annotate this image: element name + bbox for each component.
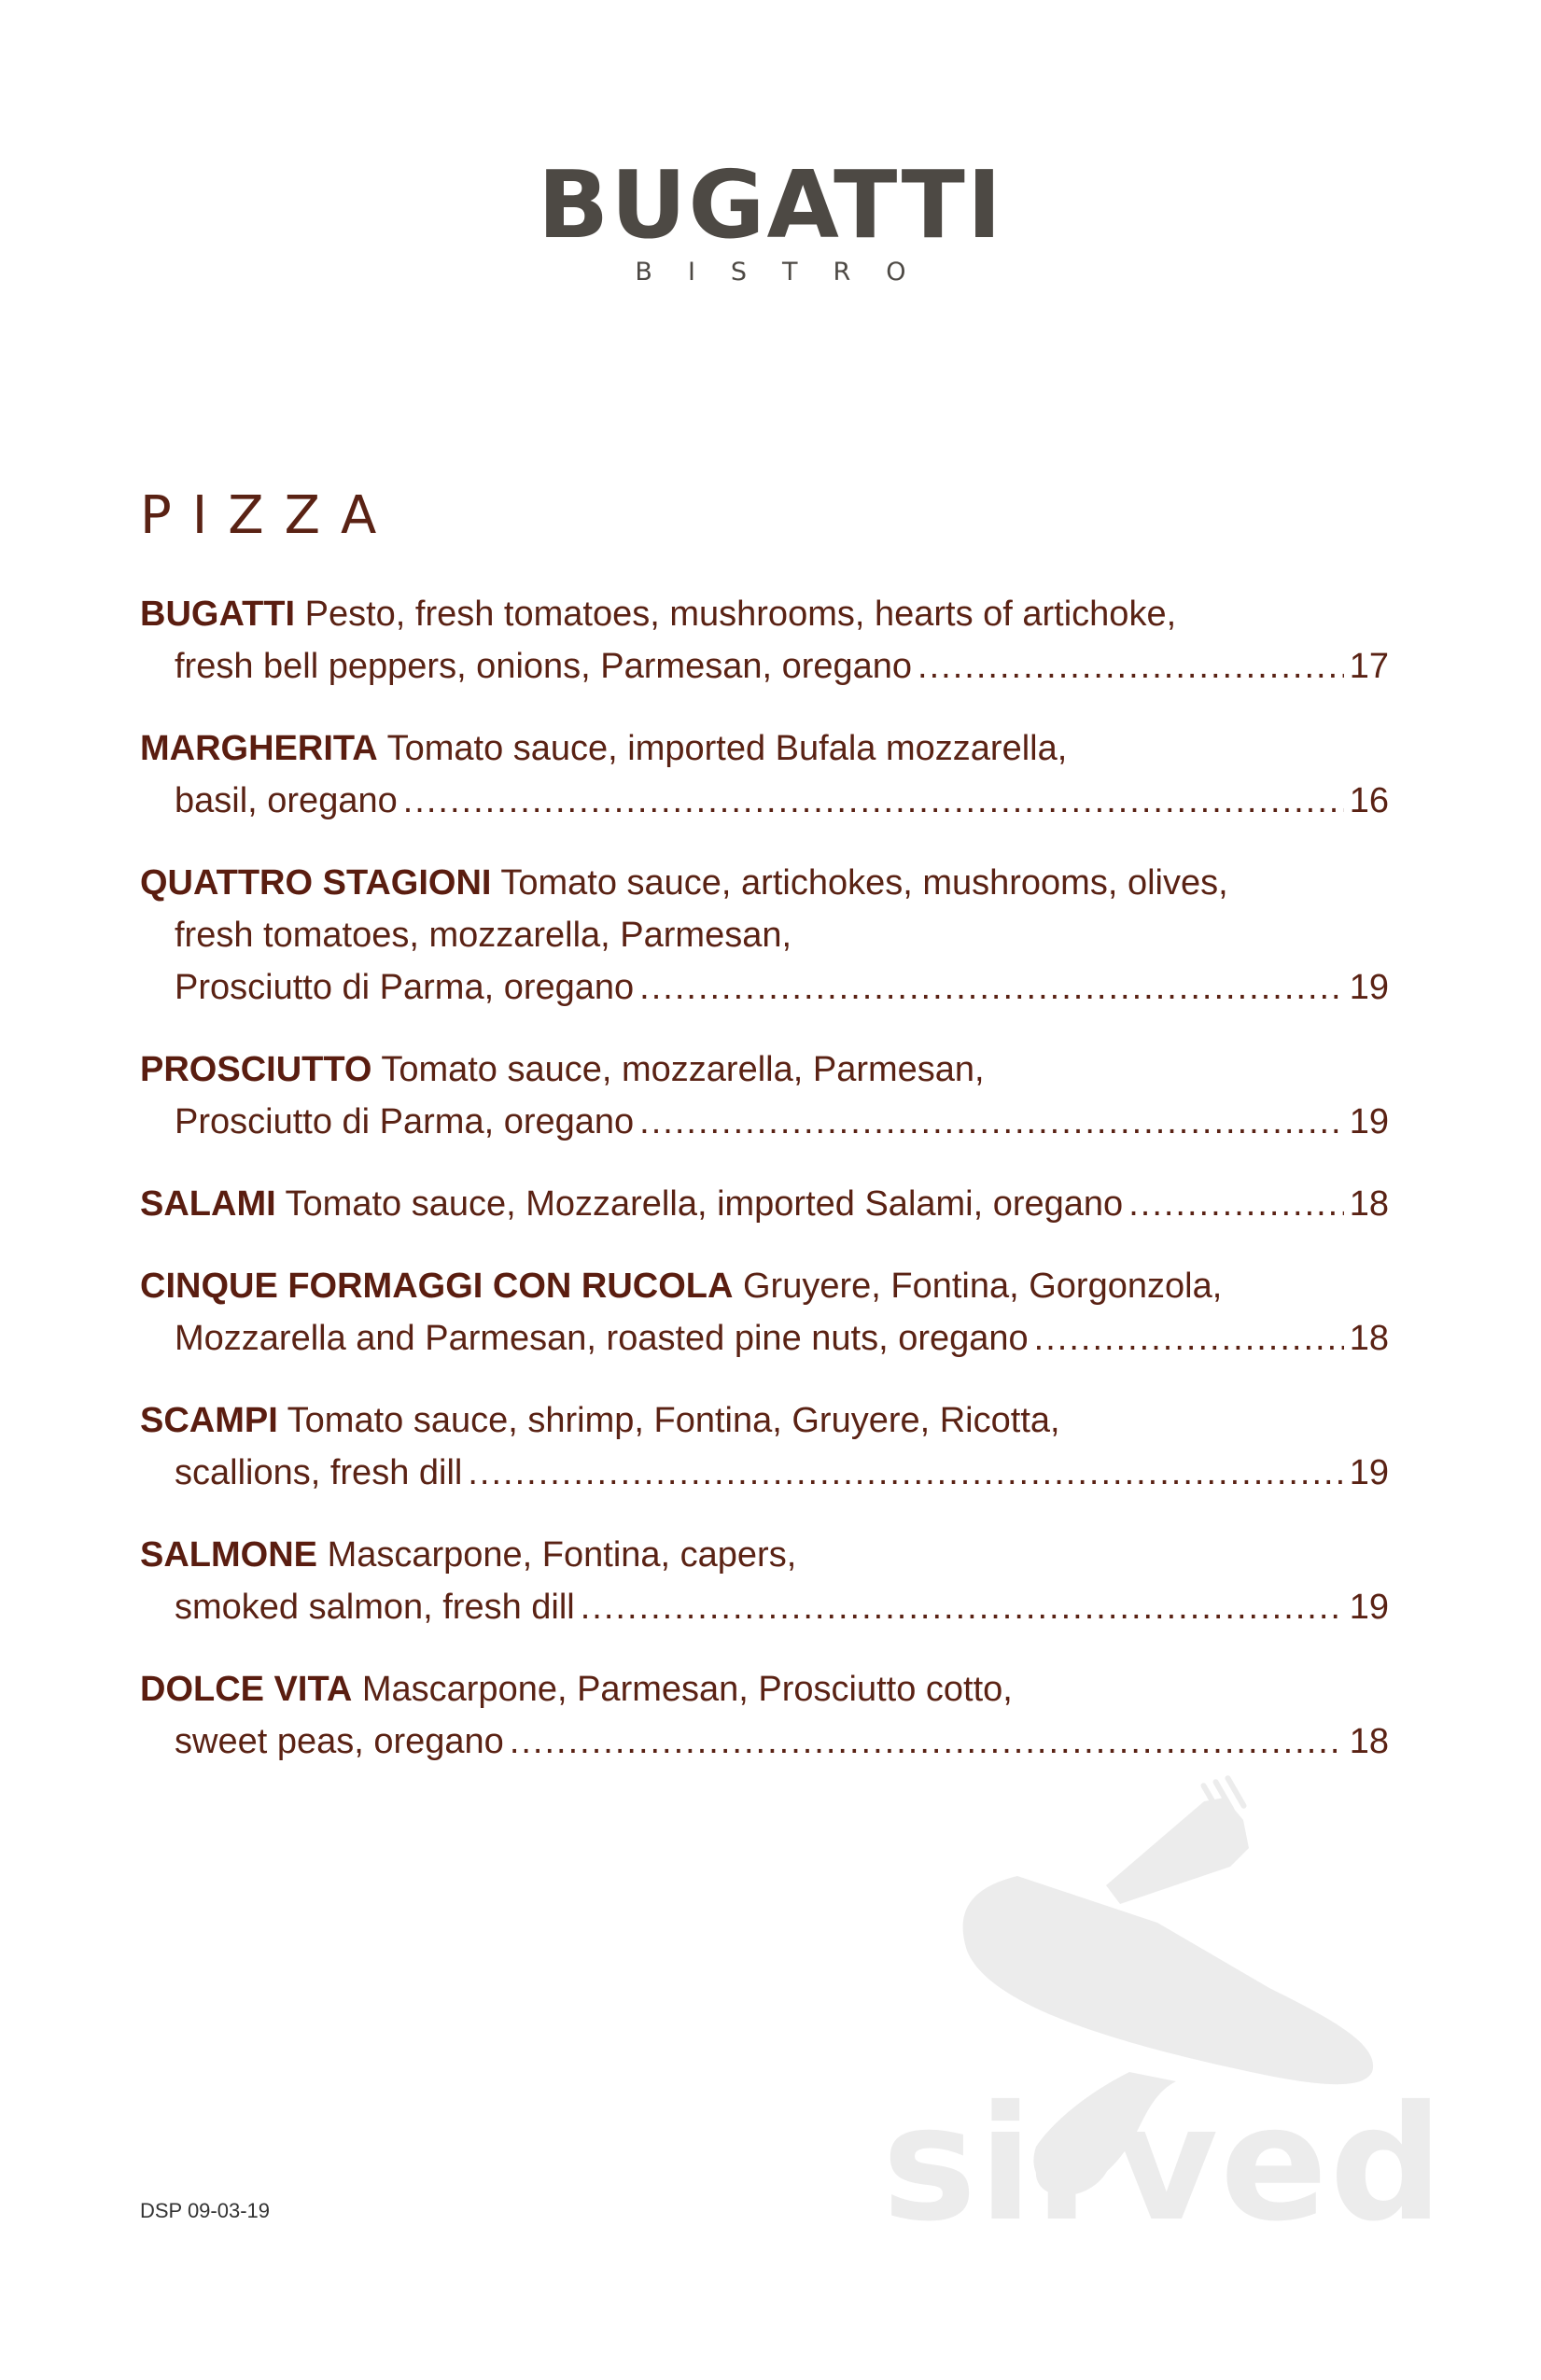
menu-item-price: 19: [1349, 968, 1389, 1007]
dot-leader: [403, 775, 1344, 827]
menu-item-description: Mascarpone, Parmesan, Prosciutto cotto,: [361, 1670, 1013, 1709]
menu-item-price: 19: [1349, 1588, 1389, 1627]
menu-item-line: [140, 1529, 1389, 1581]
menu-item-line: [140, 588, 1389, 640]
menu-item-line: [140, 1663, 1389, 1715]
menu-item-description-line: fresh tomatoes, mozzarella, Parmesan,: [175, 916, 792, 955]
menu-item-description: scallions, fresh dill: [175, 1453, 463, 1492]
menu-item-line: [140, 1043, 1389, 1096]
menu-item-name: PROSCIUTTO: [140, 1050, 372, 1089]
dot-leader: [1034, 1312, 1344, 1365]
menu-item-description: Mozzarella and Parmesan, roasted pine nuts, oregano: [175, 1319, 1029, 1358]
menu-item-price: 16: [1349, 781, 1389, 820]
menu-item-line: [140, 775, 1389, 827]
menu-item-price: 17: [1349, 647, 1389, 686]
menu-list: [140, 588, 1389, 1798]
menu-item-name: CINQUE FORMAGGI CON RUCOLA: [140, 1267, 734, 1306]
menu-item-name: SALAMI: [140, 1184, 276, 1224]
menu-item-name: MARGHERITA: [140, 729, 378, 768]
restaurant-logo: [0, 150, 1541, 287]
menu-item-description: sweet peas, oregano: [175, 1722, 504, 1761]
dot-leader: [639, 1096, 1344, 1148]
watermark-text: sirved: [882, 2072, 1446, 2257]
menu-item-price: 19: [1349, 1102, 1389, 1141]
logo-subtitle: BISTRO: [635, 258, 942, 287]
menu-item-line: [140, 640, 1389, 693]
menu-item-price: 18: [1349, 1722, 1389, 1761]
menu-item-description: Tomato sauce, mozzarella, Parmesan,: [381, 1050, 985, 1089]
section-title: PIZZA: [140, 485, 398, 546]
dot-leader: [510, 1715, 1344, 1768]
menu-item-line: [140, 1178, 1389, 1230]
menu-item-name: SALMONE: [140, 1535, 317, 1575]
menu-item-description: basil, oregano: [175, 781, 398, 820]
menu-item: [140, 1260, 1389, 1365]
menu-item-description: Pesto, fresh tomatoes, mushrooms, hearts of artichoke,: [304, 595, 1177, 634]
menu-item-line: [140, 1581, 1389, 1633]
menu-item: [140, 722, 1389, 827]
dot-leader: [581, 1581, 1344, 1633]
menu-item: [140, 588, 1389, 693]
menu-item-price: 18: [1349, 1184, 1389, 1224]
menu-item-description: Prosciutto di Parma, oregano: [175, 1102, 635, 1141]
dot-leader: [1128, 1178, 1344, 1230]
menu-item-line: [140, 1312, 1389, 1365]
menu-item-line: [140, 1447, 1389, 1499]
menu-item: [140, 857, 1389, 1014]
menu-item-line: [140, 1096, 1389, 1148]
menu-item-name: QUATTRO STAGIONI: [140, 863, 492, 903]
menu-item-name: BUGATTI: [140, 595, 296, 634]
menu-item-line: [140, 1260, 1389, 1312]
menu-item-description: Prosciutto di Parma, oregano: [175, 968, 635, 1007]
menu-item-description: Tomato sauce, artichokes, mushrooms, olives,: [500, 863, 1228, 903]
menu-item-description: fresh bell peppers, onions, Parmesan, oregano: [175, 647, 913, 686]
menu-item-price: 18: [1349, 1319, 1389, 1358]
menu-item-line: [140, 1394, 1389, 1447]
menu-item-description: Tomato sauce, shrimp, Fontina, Gruyere, Ricotta,: [287, 1401, 1060, 1440]
dot-leader: [468, 1447, 1343, 1499]
menu-item: [140, 1394, 1389, 1499]
menu-item-description: Tomato sauce, imported Bufala mozzarella,: [386, 729, 1068, 768]
menu-item: [140, 1043, 1389, 1148]
menu-item-line: [140, 857, 1389, 909]
menu-item-description: smoked salmon, fresh dill: [175, 1588, 575, 1627]
document-code: DSP 09-03-19: [140, 2199, 271, 2222]
dot-leader: [639, 961, 1344, 1014]
menu-item-line: [140, 1715, 1389, 1768]
menu-item-name: SCAMPI: [140, 1401, 278, 1440]
menu-item: [140, 1178, 1389, 1230]
menu-item-name: DOLCE VITA: [140, 1670, 353, 1709]
menu-item-price: 19: [1349, 1453, 1389, 1492]
logo-wordmark: BUGATTI: [537, 150, 1004, 259]
dot-leader: [918, 640, 1344, 693]
menu-item-description: Tomato sauce, Mozzarella, imported Salami, oregano: [285, 1184, 1124, 1224]
menu-item: [140, 1529, 1389, 1633]
menu-item-description: Gruyere, Fontina, Gorgonzola,: [743, 1267, 1223, 1306]
menu-item-description: Mascarpone, Fontina, capers,: [327, 1535, 797, 1575]
menu-item-line: [140, 722, 1389, 775]
menu-item: [140, 1663, 1389, 1768]
menu-item-line: [140, 961, 1389, 1014]
